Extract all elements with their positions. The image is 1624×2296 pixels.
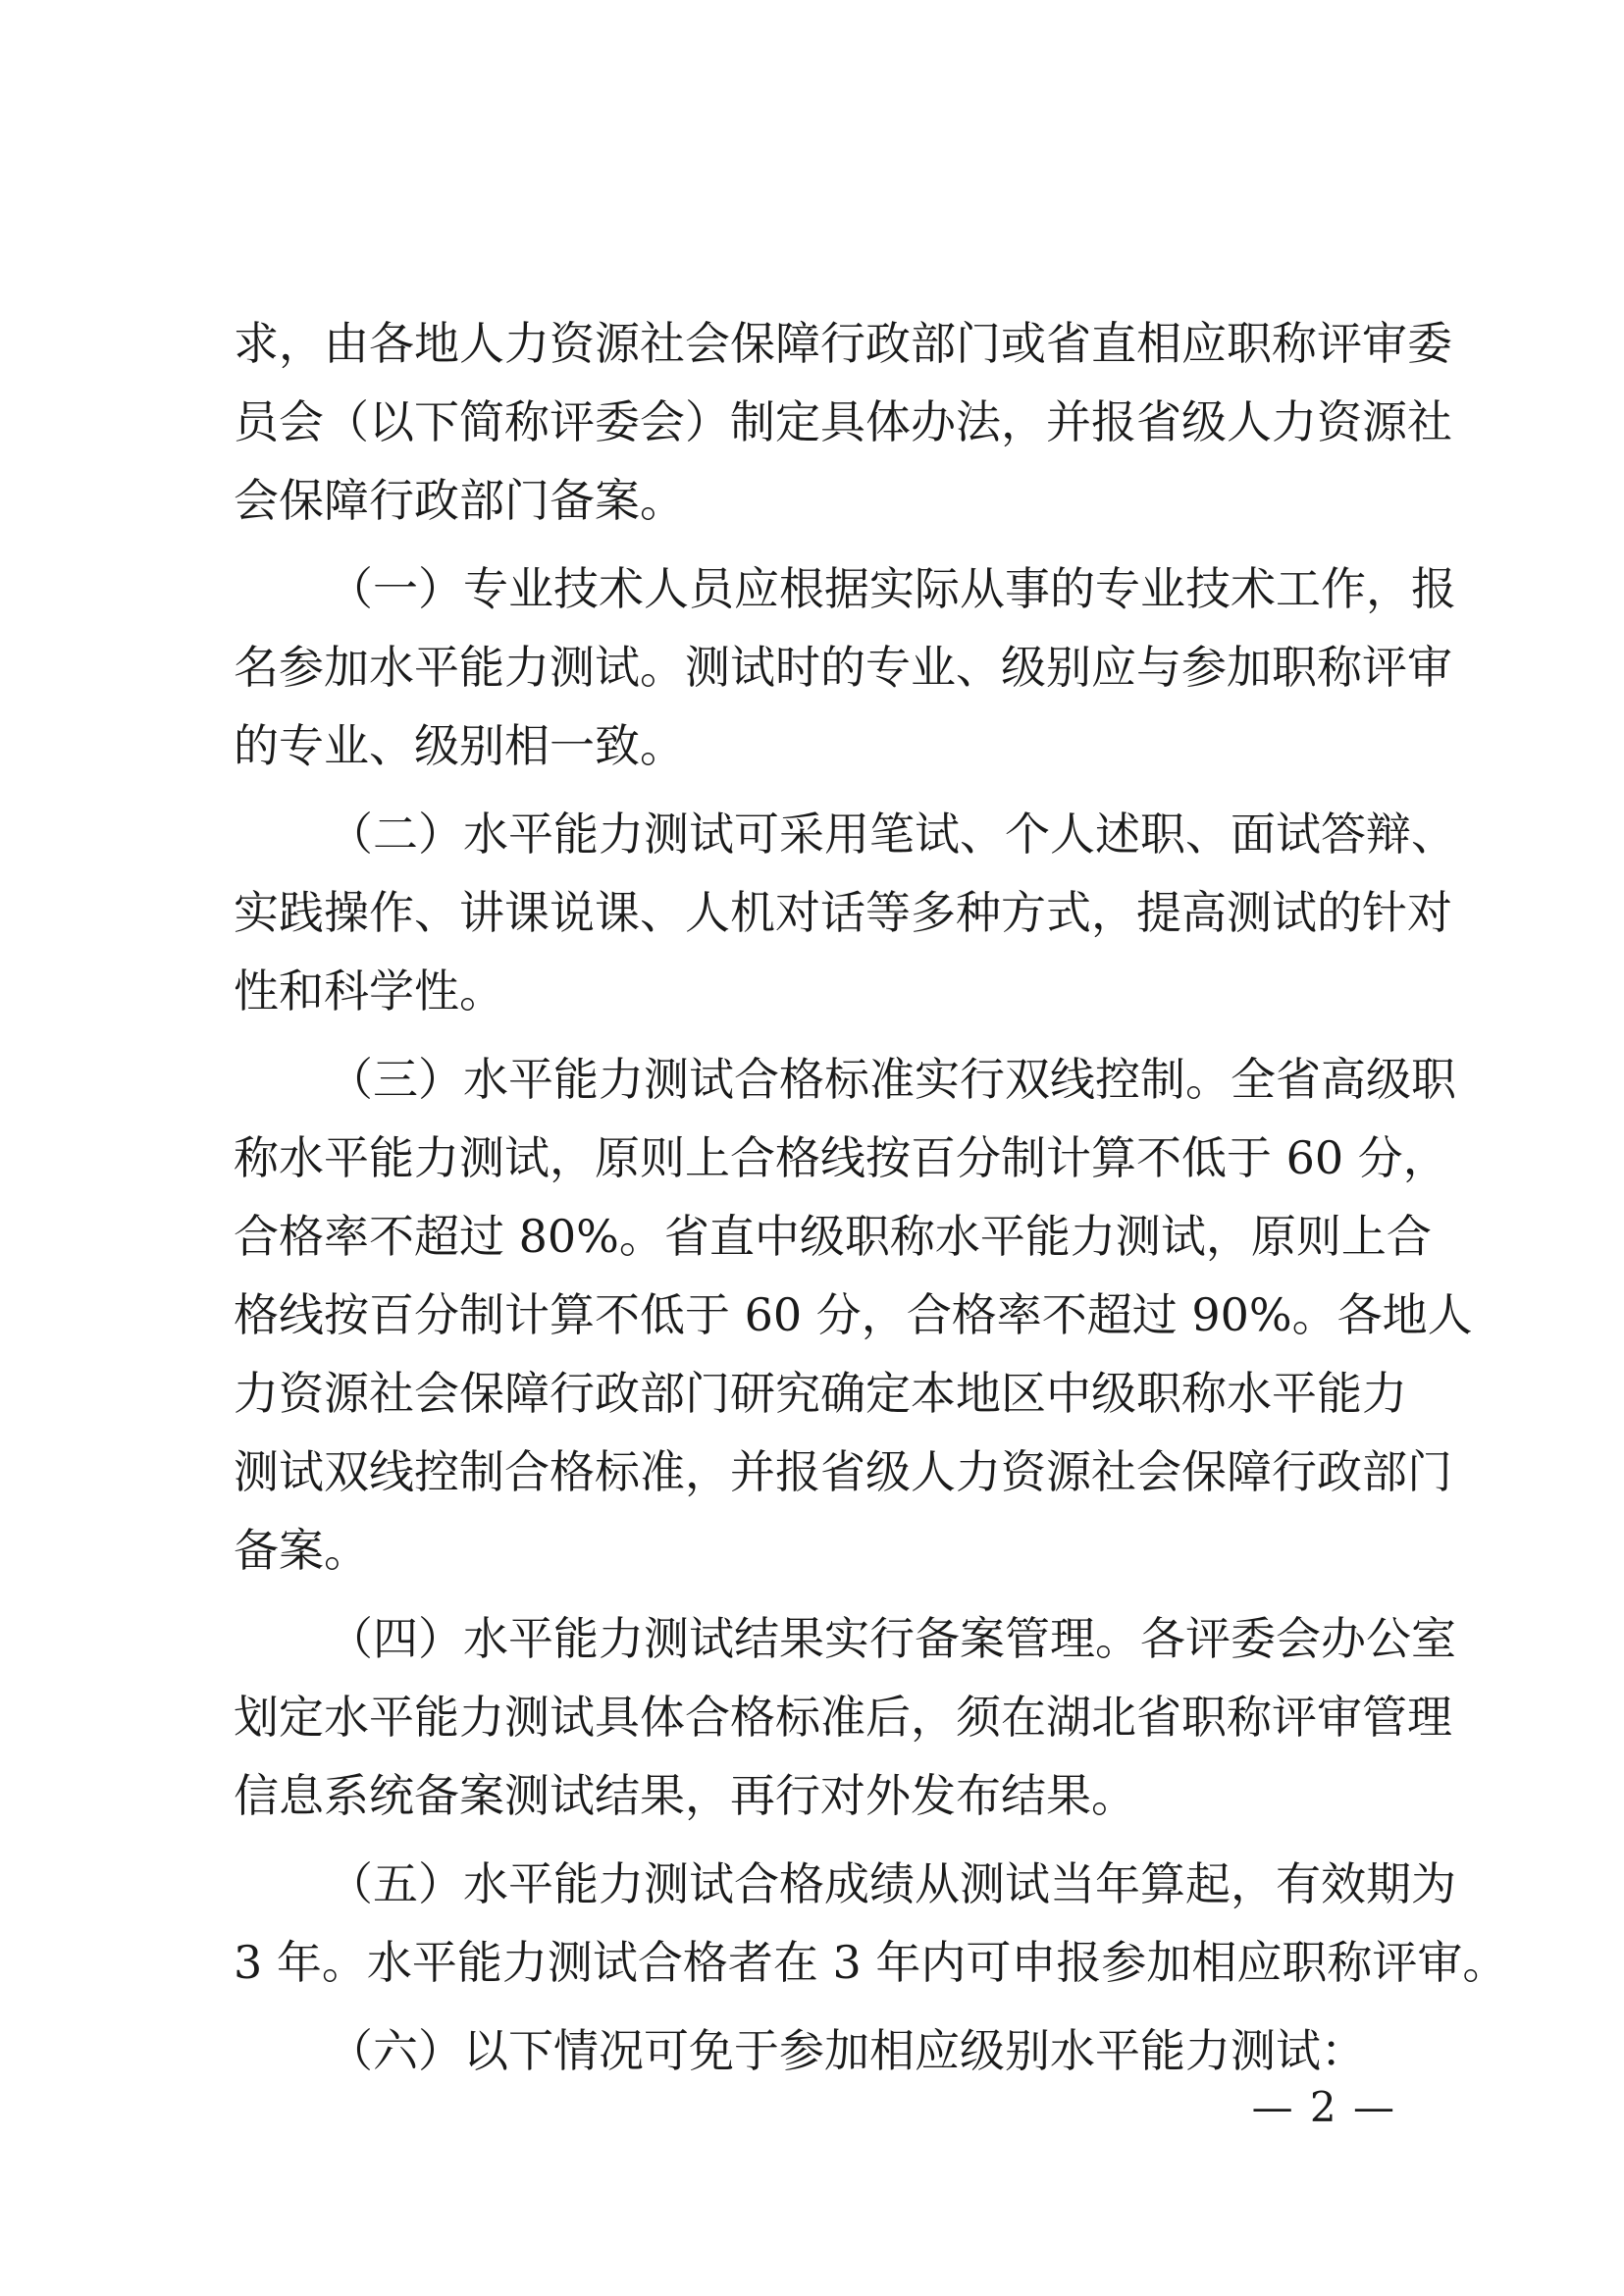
text-line: 会保障行政部门备案。 <box>234 474 685 527</box>
text-line: 性和科学性。 <box>234 965 504 1018</box>
text-line: 合格率不超过 80%。省直中级职称水平能力测试，原则上合 <box>234 1210 1432 1263</box>
text-line: 名参加水平能力测试。测试时的专业、级别应与参加职称评审 <box>234 641 1452 694</box>
text-line: 求，由各地人力资源社会保障行政部门或省直相应职称评审委 <box>234 317 1452 370</box>
paragraph-3-first-line: （三）水平能力测试合格标准实行双线控制。全省高级职 <box>328 1053 1456 1106</box>
paragraph-6-first-line: （六）以下情况可免于参加相应级别水平能力测试： <box>328 2024 1366 2077</box>
text-line: 实践操作、讲课说课、人机对话等多种方式，提高测试的针对 <box>234 886 1452 939</box>
text-line: 格线按百分制计算不低于 60 分，合格率不超过 90%。各地人 <box>234 1288 1473 1341</box>
paragraph-2-first-line: （二）水平能力测试可采用笔试、个人述职、面试答辩、 <box>328 808 1456 861</box>
text-line: 3 年。水平能力测试合格者在 3 年内可申报参加相应职称评审。 <box>234 1936 1508 1989</box>
text-line: 的专业、级别相一致。 <box>234 719 685 772</box>
paragraph-4-first-line: （四）水平能力测试结果实行备案管理。各评委会办公室 <box>328 1612 1456 1665</box>
text-line: 信息系统备案测试结果，再行对外发布结果。 <box>234 1769 1136 1822</box>
text-line: 划定水平能力测试具体合格标准后，须在湖北省职称评审管理 <box>234 1691 1452 1744</box>
text-line: 测试双线控制合格标准，并报省级人力资源社会保障行政部门 <box>234 1445 1452 1498</box>
paragraph-1-first-line: （一）专业技术人员应根据实际从事的专业技术工作，报 <box>328 562 1456 615</box>
text-line: 备案。 <box>234 1524 369 1577</box>
text-line: 称水平能力测试，原则上合格线按百分制计算不低于 60 分， <box>234 1131 1448 1184</box>
text-line: 员会（以下简称评委会）制定具体办法，并报省级人力资源社 <box>234 395 1452 448</box>
text-line: 力资源社会保障行政部门研究确定本地区中级职称水平能力 <box>234 1367 1407 1420</box>
page-number: — 2 — <box>1251 2083 1396 2131</box>
paragraph-5-first-line: （五）水平能力测试合格成绩从测试当年算起，有效期为 <box>328 1857 1456 1910</box>
